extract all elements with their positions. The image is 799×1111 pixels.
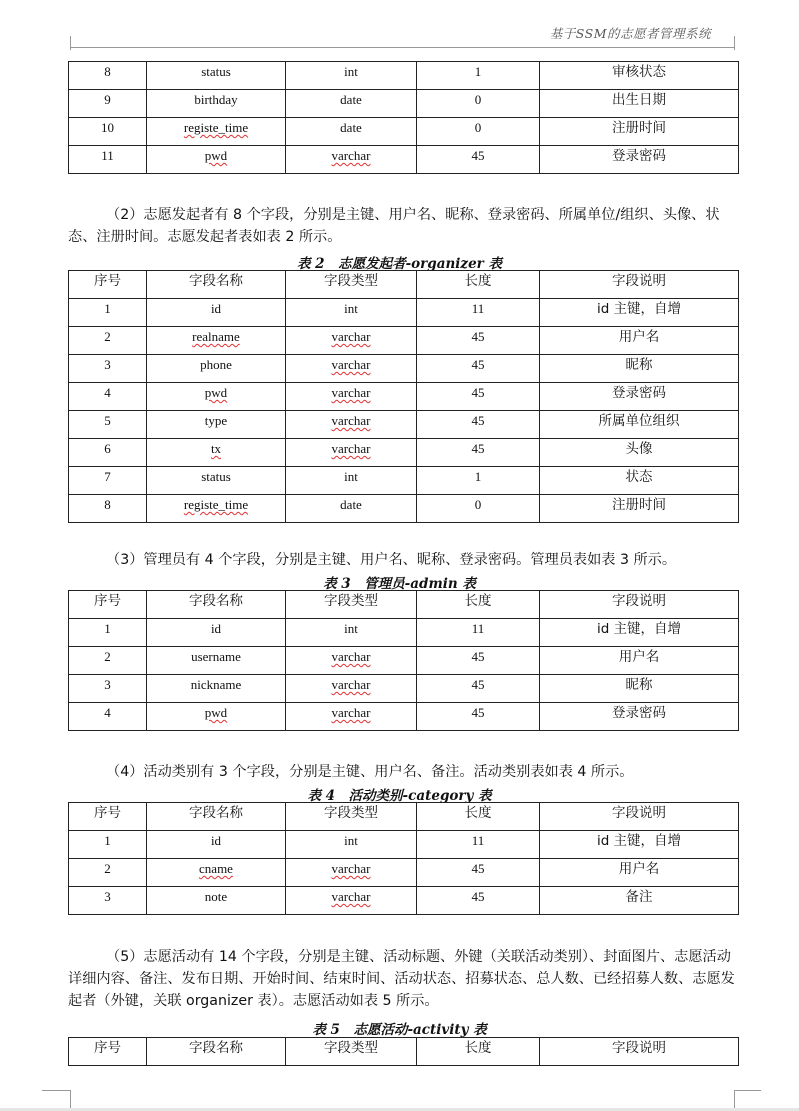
table-cell: 0 — [417, 90, 540, 118]
table-cell: 出生日期 — [540, 90, 739, 118]
table-cell: int — [286, 831, 417, 859]
table-row — [69, 146, 739, 174]
table-cell: status — [147, 62, 286, 90]
table-cell: 1 — [69, 619, 147, 647]
field-name: registe_time — [183, 120, 249, 135]
table-cell: 45 — [417, 439, 540, 467]
table-cell — [286, 647, 417, 675]
table-cell — [286, 859, 417, 887]
column-header: 序号 — [69, 271, 147, 299]
table-cell: id — [147, 619, 286, 647]
table-row — [69, 383, 739, 411]
table-cell: username — [147, 647, 286, 675]
table-cell — [286, 411, 417, 439]
admin-table — [68, 590, 739, 731]
table-cell: 状态 — [540, 467, 739, 495]
column-header: 字段名称 — [147, 271, 286, 299]
table-cell — [286, 887, 417, 915]
table-cell: birthday — [147, 90, 286, 118]
table-row — [69, 675, 739, 703]
table-cell: 昵称 — [540, 675, 739, 703]
category-table — [68, 802, 739, 915]
table-cell — [286, 439, 417, 467]
activity-table — [68, 1037, 739, 1066]
table-row — [69, 299, 739, 327]
table-cell: date — [286, 495, 417, 523]
table-row — [69, 703, 739, 731]
field-type: varchar — [331, 649, 371, 664]
volunteer-table-continued — [68, 61, 739, 174]
column-header: 字段名称 — [147, 803, 286, 831]
table-row — [69, 118, 739, 146]
table-cell: 11 — [417, 619, 540, 647]
table-cell: 11 — [417, 831, 540, 859]
table-cell — [147, 439, 286, 467]
table-cell: 备注 — [540, 887, 739, 915]
table-cell — [286, 703, 417, 731]
table-cell — [286, 675, 417, 703]
table-cell: 3 — [69, 887, 147, 915]
table-row — [69, 327, 739, 355]
table-row — [69, 467, 739, 495]
table-cell: note — [147, 887, 286, 915]
table-cell: int — [286, 619, 417, 647]
table-cell — [286, 146, 417, 174]
table-cell: 用户名 — [540, 647, 739, 675]
column-header: 字段类型 — [286, 591, 417, 619]
table-cell: 登录密码 — [540, 703, 739, 731]
table-cell: phone — [147, 355, 286, 383]
field-name: pwd — [204, 385, 228, 400]
table-cell: 45 — [417, 703, 540, 731]
table-row — [69, 887, 739, 915]
column-header: 长度 — [417, 591, 540, 619]
field-name: cname — [199, 861, 233, 876]
table-cell: id — [147, 299, 286, 327]
table-header-row — [69, 591, 739, 619]
column-header: 字段类型 — [286, 271, 417, 299]
column-header: 字段名称 — [147, 1038, 286, 1066]
column-header: 长度 — [417, 803, 540, 831]
table-cell — [147, 146, 286, 174]
table-cell — [147, 327, 286, 355]
column-header: 序号 — [69, 1038, 147, 1066]
field-type: varchar — [331, 357, 371, 372]
field-type: varchar — [331, 705, 371, 720]
field-name: pwd — [204, 148, 228, 163]
field-name: pwd — [204, 705, 228, 720]
column-header: 序号 — [69, 803, 147, 831]
caption-table-4: 表 4 活动类别-category 表 — [307, 788, 492, 804]
table-cell: 4 — [69, 383, 147, 411]
table-cell: 头像 — [540, 439, 739, 467]
table-cell: 1 — [417, 62, 540, 90]
table-cell — [147, 859, 286, 887]
table-cell: 45 — [417, 146, 540, 174]
crop-mark-top-right — [734, 36, 735, 50]
table-cell: 45 — [417, 383, 540, 411]
column-header: 序号 — [69, 591, 147, 619]
table-row — [69, 62, 739, 90]
field-type: varchar — [331, 677, 371, 692]
table-cell: 45 — [417, 411, 540, 439]
table-header-row — [69, 1038, 739, 1066]
table-row — [69, 439, 739, 467]
table-cell: 2 — [69, 647, 147, 675]
field-type: varchar — [331, 889, 371, 904]
table-cell: date — [286, 90, 417, 118]
table-cell: id 主键，自增 — [540, 299, 739, 327]
table-cell: 注册时间 — [540, 118, 739, 146]
table-cell: 用户名 — [540, 327, 739, 355]
column-header: 长度 — [417, 271, 540, 299]
table-cell — [286, 355, 417, 383]
table-cell: 2 — [69, 859, 147, 887]
field-type: varchar — [331, 385, 371, 400]
caption-table-3: 表 3 管理员-admin 表 — [323, 576, 476, 592]
field-name: registe_time — [183, 497, 249, 512]
table-cell: int — [286, 62, 417, 90]
field-type: varchar — [331, 148, 371, 163]
table-cell: 1 — [69, 831, 147, 859]
table-cell: 0 — [417, 495, 540, 523]
table-cell: 昵称 — [540, 355, 739, 383]
table-cell: 注册时间 — [540, 495, 739, 523]
table-cell: 用户名 — [540, 859, 739, 887]
table-header-row — [69, 271, 739, 299]
table-cell: date — [286, 118, 417, 146]
table-header-row — [69, 803, 739, 831]
table-cell — [286, 327, 417, 355]
table-cell: 1 — [417, 467, 540, 495]
crop-mark-top-left — [70, 36, 71, 50]
column-header: 字段说明 — [540, 1038, 739, 1066]
table-row — [69, 90, 739, 118]
table-cell: 11 — [69, 146, 147, 174]
table-cell: int — [286, 299, 417, 327]
caption-table-2: 表 2 志愿发起者-organizer 表 — [296, 256, 502, 272]
paragraph-activity: （5）志愿活动有 14 个字段，分别是主键、活动标题、外键（关联活动类别）、封面图片、志愿活动详细内容、备注、发布日期、开始时间、结束时间、活动状态、招募状态、总人数、已经招募人数、志愿发起者（外键，关联 organizer 表）。志愿活动如表 5 所示。 — [68, 949, 735, 1009]
column-header: 长度 — [417, 1038, 540, 1066]
table-cell: 1 — [69, 299, 147, 327]
caption-table-5: 表 5 志愿活动-activity 表 — [312, 1022, 487, 1038]
paragraph-category: （4）活动类别有 3 个字段，分别是主键、用户名、备注。活动类别表如表 4 所示。 — [106, 764, 634, 780]
field-type: varchar — [331, 441, 371, 456]
field-type: varchar — [331, 413, 371, 428]
table-cell: nickname — [147, 675, 286, 703]
column-header: 字段类型 — [286, 1038, 417, 1066]
column-header: 字段类型 — [286, 803, 417, 831]
field-type: varchar — [331, 329, 371, 344]
table-row — [69, 495, 739, 523]
table-cell: 9 — [69, 90, 147, 118]
table-cell: 45 — [417, 859, 540, 887]
table-cell: 3 — [69, 675, 147, 703]
table-row — [69, 355, 739, 383]
field-type: varchar — [331, 861, 371, 876]
table-cell: 8 — [69, 62, 147, 90]
table-cell: 45 — [417, 887, 540, 915]
table-cell: 45 — [417, 647, 540, 675]
table-cell: 登录密码 — [540, 146, 739, 174]
table-cell: 2 — [69, 327, 147, 355]
table-cell: id — [147, 831, 286, 859]
paragraph-organizer: （2）志愿发起者有 8 个字段，分别是主键、用户名、昵称、登录密码、所属单位/组织、头像、状态、注册时间。志愿发起者表如表 2 所示。 — [68, 207, 720, 245]
page-header-title: 基于SSM的志愿者管理系统 — [549, 26, 711, 41]
table-cell: 6 — [69, 439, 147, 467]
table-cell: status — [147, 467, 286, 495]
table-cell: type — [147, 411, 286, 439]
table-cell — [286, 383, 417, 411]
table-cell: 45 — [417, 675, 540, 703]
table-cell: 11 — [417, 299, 540, 327]
table-row — [69, 647, 739, 675]
column-header: 字段名称 — [147, 591, 286, 619]
table-cell: 5 — [69, 411, 147, 439]
table-cell: 7 — [69, 467, 147, 495]
table-cell — [147, 118, 286, 146]
field-name: realname — [192, 329, 240, 344]
table-row — [69, 411, 739, 439]
table-cell: 10 — [69, 118, 147, 146]
table-row — [69, 831, 739, 859]
table-cell — [147, 703, 286, 731]
header-rule — [70, 47, 735, 48]
table-cell: 45 — [417, 355, 540, 383]
table-cell: 8 — [69, 495, 147, 523]
column-header: 字段说明 — [540, 803, 739, 831]
table-cell — [147, 383, 286, 411]
paragraph-admin: （3）管理员有 4 个字段，分别是主键、用户名、昵称、登录密码。管理员表如表 3 所示。 — [106, 552, 677, 568]
table-row — [69, 859, 739, 887]
table-cell: 登录密码 — [540, 383, 739, 411]
table-cell — [147, 495, 286, 523]
table-cell: int — [286, 467, 417, 495]
column-header: 字段说明 — [540, 591, 739, 619]
crop-mark-bottom-left — [42, 1090, 71, 1109]
crop-mark-bottom-right — [734, 1090, 761, 1109]
table-cell: 审核状态 — [540, 62, 739, 90]
table-cell: 0 — [417, 118, 540, 146]
field-name: tx — [210, 441, 222, 456]
table-cell: 3 — [69, 355, 147, 383]
column-header: 字段说明 — [540, 271, 739, 299]
organizer-table — [68, 270, 739, 523]
table-cell: 4 — [69, 703, 147, 731]
table-cell: 45 — [417, 327, 540, 355]
table-cell: id 主键，自增 — [540, 831, 739, 859]
table-cell: 所属单位组织 — [540, 411, 739, 439]
table-cell: id 主键，自增 — [540, 619, 739, 647]
table-row — [69, 619, 739, 647]
